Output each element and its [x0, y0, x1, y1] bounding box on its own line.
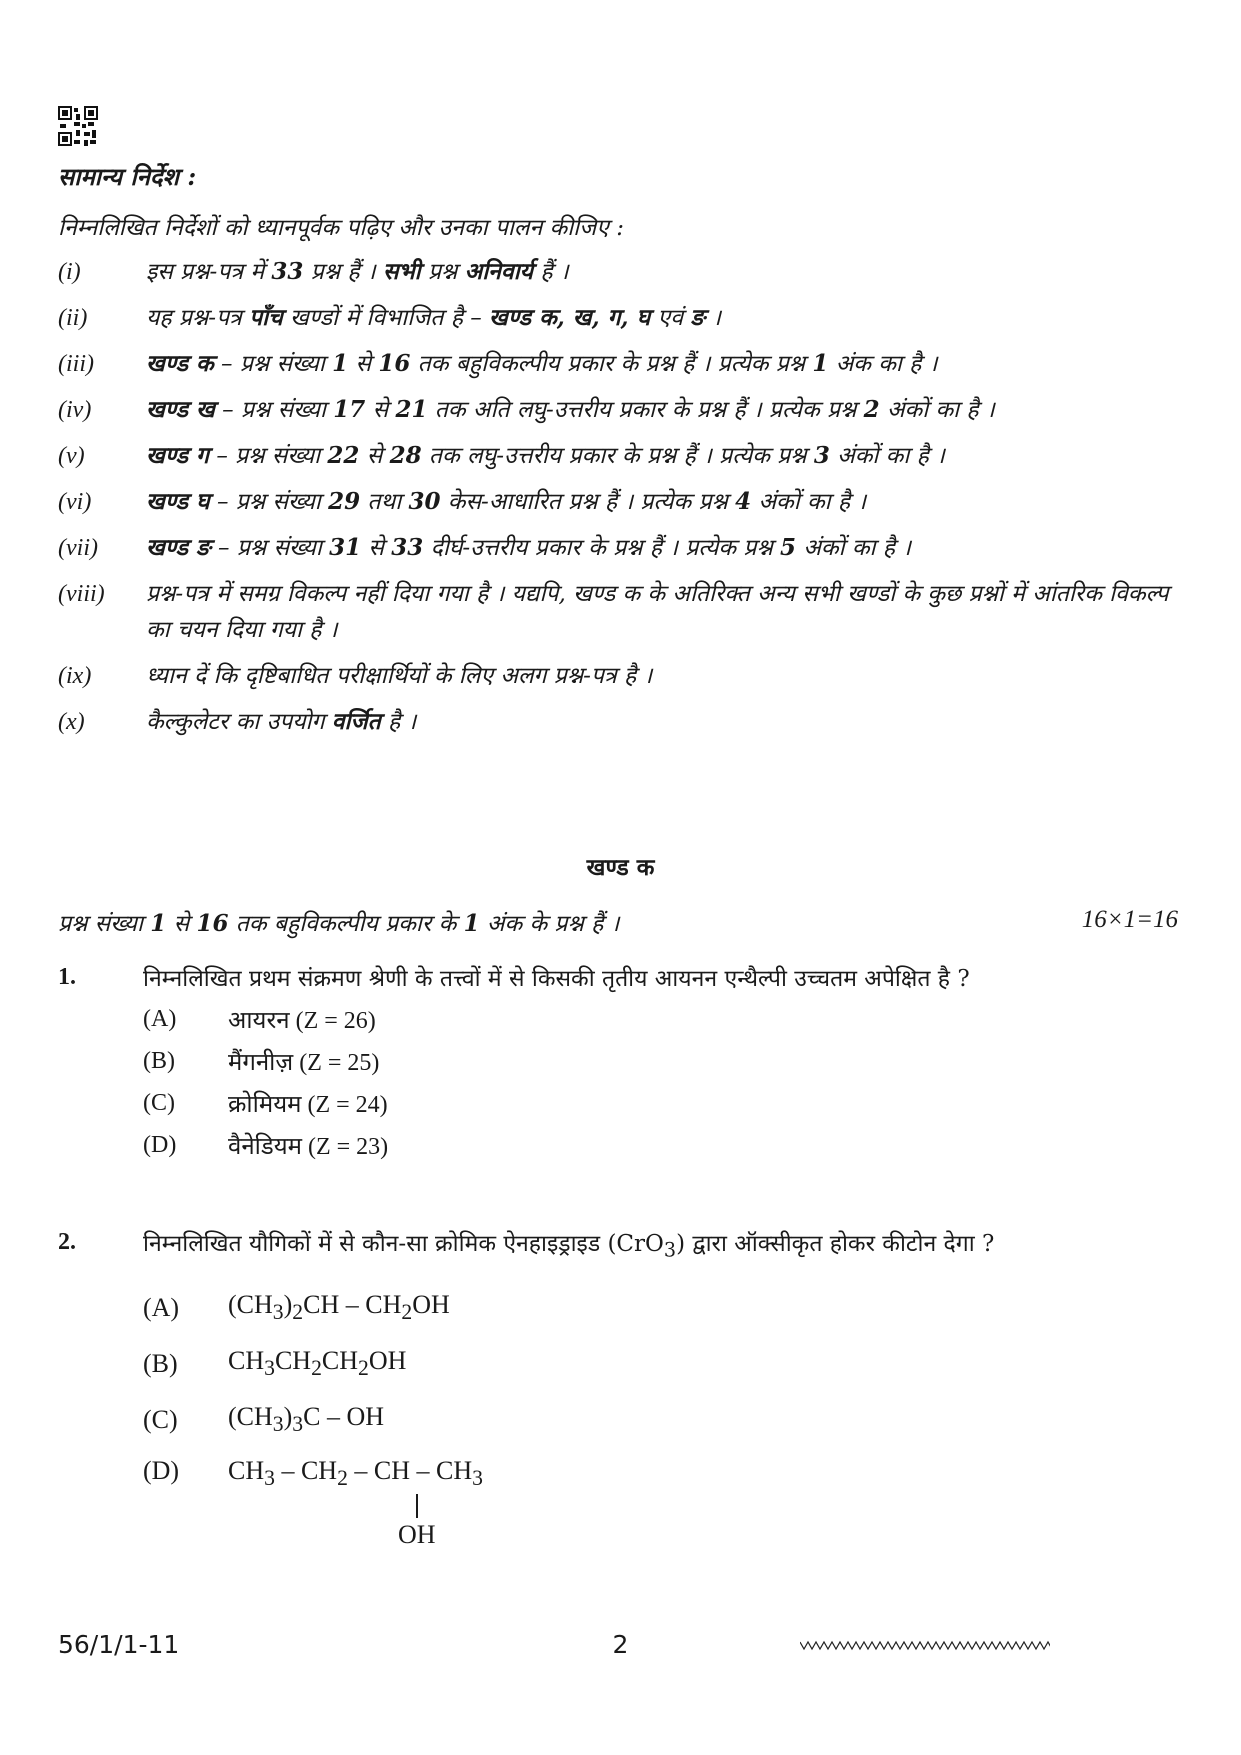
instruction-number: (ii)	[58, 305, 88, 331]
option-b	[143, 1336, 1178, 1392]
instruction-number: (x)	[58, 709, 85, 735]
option-label: (B)	[143, 1348, 178, 1378]
qr-code-icon	[58, 106, 98, 146]
option-d	[143, 1448, 1178, 1549]
instructions-intro: निम्नलिखित निर्देशों को ध्यानपूर्वक पढ़िए और उनका पालन कीजिए :	[58, 215, 624, 241]
section-instruction	[58, 906, 1178, 938]
question-1	[58, 960, 1178, 1166]
option-formula: $(CH_3)_3C$ – OH	[228, 1402, 385, 1437]
question-number: 2.	[58, 1229, 76, 1255]
instructions-heading: सामान्य निर्देश :	[58, 162, 197, 191]
instruction-number: (viii)	[58, 581, 105, 607]
instruction-number: (vii)	[58, 535, 98, 561]
option-c	[143, 1392, 1178, 1448]
option-a	[143, 1280, 1178, 1336]
option-formula: $CH_3 - CH_2$ – CH – $CH_3$	[228, 1455, 483, 1490]
instruction-text: प्रश्न-पत्र में समग्र विकल्प नहीं दिया गया है । यद्यपि, खण्ड क के अतिरिक्त अन्य सभी खण्डों के कुछ प्रश्नों में आंतरिक विकल्प का चयन दिया गया है ।	[146, 581, 1169, 643]
instruction-item	[58, 254, 1188, 290]
instruction-item	[58, 438, 1188, 474]
option-formula: $CH_3CH_2CH_2OH$	[228, 1346, 407, 1381]
option-formula: $(CH_3)_2CH - CH_2OH$	[228, 1290, 450, 1325]
instruction-text: खण्ड घ – प्रश्न संख्या 29 तथा 30 केस-आधारित प्रश्न हैं । प्रत्येक प्रश्न 4 अंकों का है ।	[146, 488, 867, 515]
section-marks: 16×1=16	[1081, 906, 1178, 933]
instruction-number: (vi)	[58, 489, 92, 515]
option-text: क्रोमियम (Z = 24)	[228, 1091, 388, 1118]
instruction-text: खण्ड क – प्रश्न संख्या 1 से 16 तक बहुविकल्पीय प्रकार के प्रश्न हैं । प्रत्येक प्रश्न 1 अंक का है ।	[146, 350, 938, 377]
option-c	[143, 1082, 1178, 1124]
option-b	[143, 1040, 1178, 1082]
section-title: खण्ड क	[586, 855, 655, 881]
instruction-text: यह प्रश्न-पत्र पाँच खण्डों में विभाजित है – खण्ड क, ख, ग, घ एवं ङ ।	[146, 304, 721, 331]
instruction-number: (ix)	[58, 663, 92, 689]
option-label: (C)	[143, 1404, 178, 1434]
instruction-text: खण्ड ङ – प्रश्न संख्या 31 से 33 दीर्घ-उत्तरीय प्रकार के प्रश्न हैं । प्रत्येक प्रश्न 5 अंकों का है ।	[146, 534, 912, 561]
instruction-item	[58, 658, 1188, 694]
instruction-item	[58, 392, 1188, 428]
option-label: (B)	[143, 1047, 175, 1074]
instruction-item	[58, 704, 1188, 740]
question-text: निम्नलिखित प्रथम संक्रमण श्रेणी के तत्त्वों में से किसकी तृतीय आयनन एन्थैल्पी उच्चतम अपेक्षित है ?	[143, 966, 970, 992]
option-text: मैंगनीज़ (Z = 25)	[228, 1049, 380, 1076]
instruction-number: (iv)	[58, 397, 92, 423]
paper-code: 56/1/1-11	[58, 1630, 180, 1659]
instructions-list	[58, 254, 1188, 750]
squiggle-line-icon	[800, 1638, 1050, 1652]
instruction-text: खण्ड ख – प्रश्न संख्या 17 से 21 तक अति लघु-उत्तरीय प्रकार के प्रश्न हैं । प्रत्येक प्रश्न 2 अंकों का है ।	[146, 396, 995, 423]
instruction-number: (v)	[58, 443, 85, 469]
branch-group: OH	[398, 1519, 436, 1549]
instruction-text: खण्ड ग – प्रश्न संख्या 22 से 28 तक लघु-उत्तरीय प्रकार के प्रश्न हैं । प्रत्येक प्रश्न 3 अंकों का है ।	[146, 442, 945, 469]
instruction-text: ध्यान दें कि दृष्टिबाधित परीक्षार्थियों के लिए अलग प्रश्न-पत्र है ।	[146, 663, 653, 689]
option-label: (A)	[143, 1292, 180, 1322]
option-d	[143, 1124, 1178, 1166]
question-text: निम्नलिखित यौगिकों में से कौन-सा क्रोमिक ऐनहाइड्राइड (CrO$_3$) द्वारा ऑक्सीकृत होकर कीटोन देगा ?	[143, 1231, 995, 1262]
bond-line	[416, 1494, 418, 1518]
option-label: (D)	[143, 1455, 180, 1485]
section-instruction-text: प्रश्न संख्या 1 से 16 तक बहुविकल्पीय प्रकार के 1 अंक के प्रश्न हैं ।	[58, 910, 620, 937]
option-text: वैनेडियम (Z = 23)	[228, 1133, 389, 1160]
instruction-item	[58, 346, 1188, 382]
instruction-text: कैल्कुलेटर का उपयोग वर्जित है ।	[146, 708, 417, 735]
instruction-item	[58, 530, 1188, 566]
instruction-number: (i)	[58, 259, 81, 285]
option-label: (D)	[143, 1131, 177, 1158]
instruction-item	[58, 576, 1188, 648]
instruction-item	[58, 484, 1188, 520]
option-structure	[228, 1455, 483, 1549]
instruction-number: (iii)	[58, 351, 94, 377]
option-label: (A)	[143, 1005, 177, 1032]
question-2	[58, 1225, 1178, 1549]
option-a	[143, 998, 1178, 1040]
page-number: 2	[612, 1630, 629, 1659]
question-number: 1.	[58, 964, 76, 990]
instruction-item	[58, 300, 1188, 336]
option-label: (C)	[143, 1089, 175, 1116]
option-text: आयरन (Z = 26)	[228, 1007, 376, 1034]
instruction-text: इस प्रश्न-पत्र में 33 प्रश्न हैं । सभी प्रश्न अनिवार्य हैं ।	[146, 258, 569, 285]
